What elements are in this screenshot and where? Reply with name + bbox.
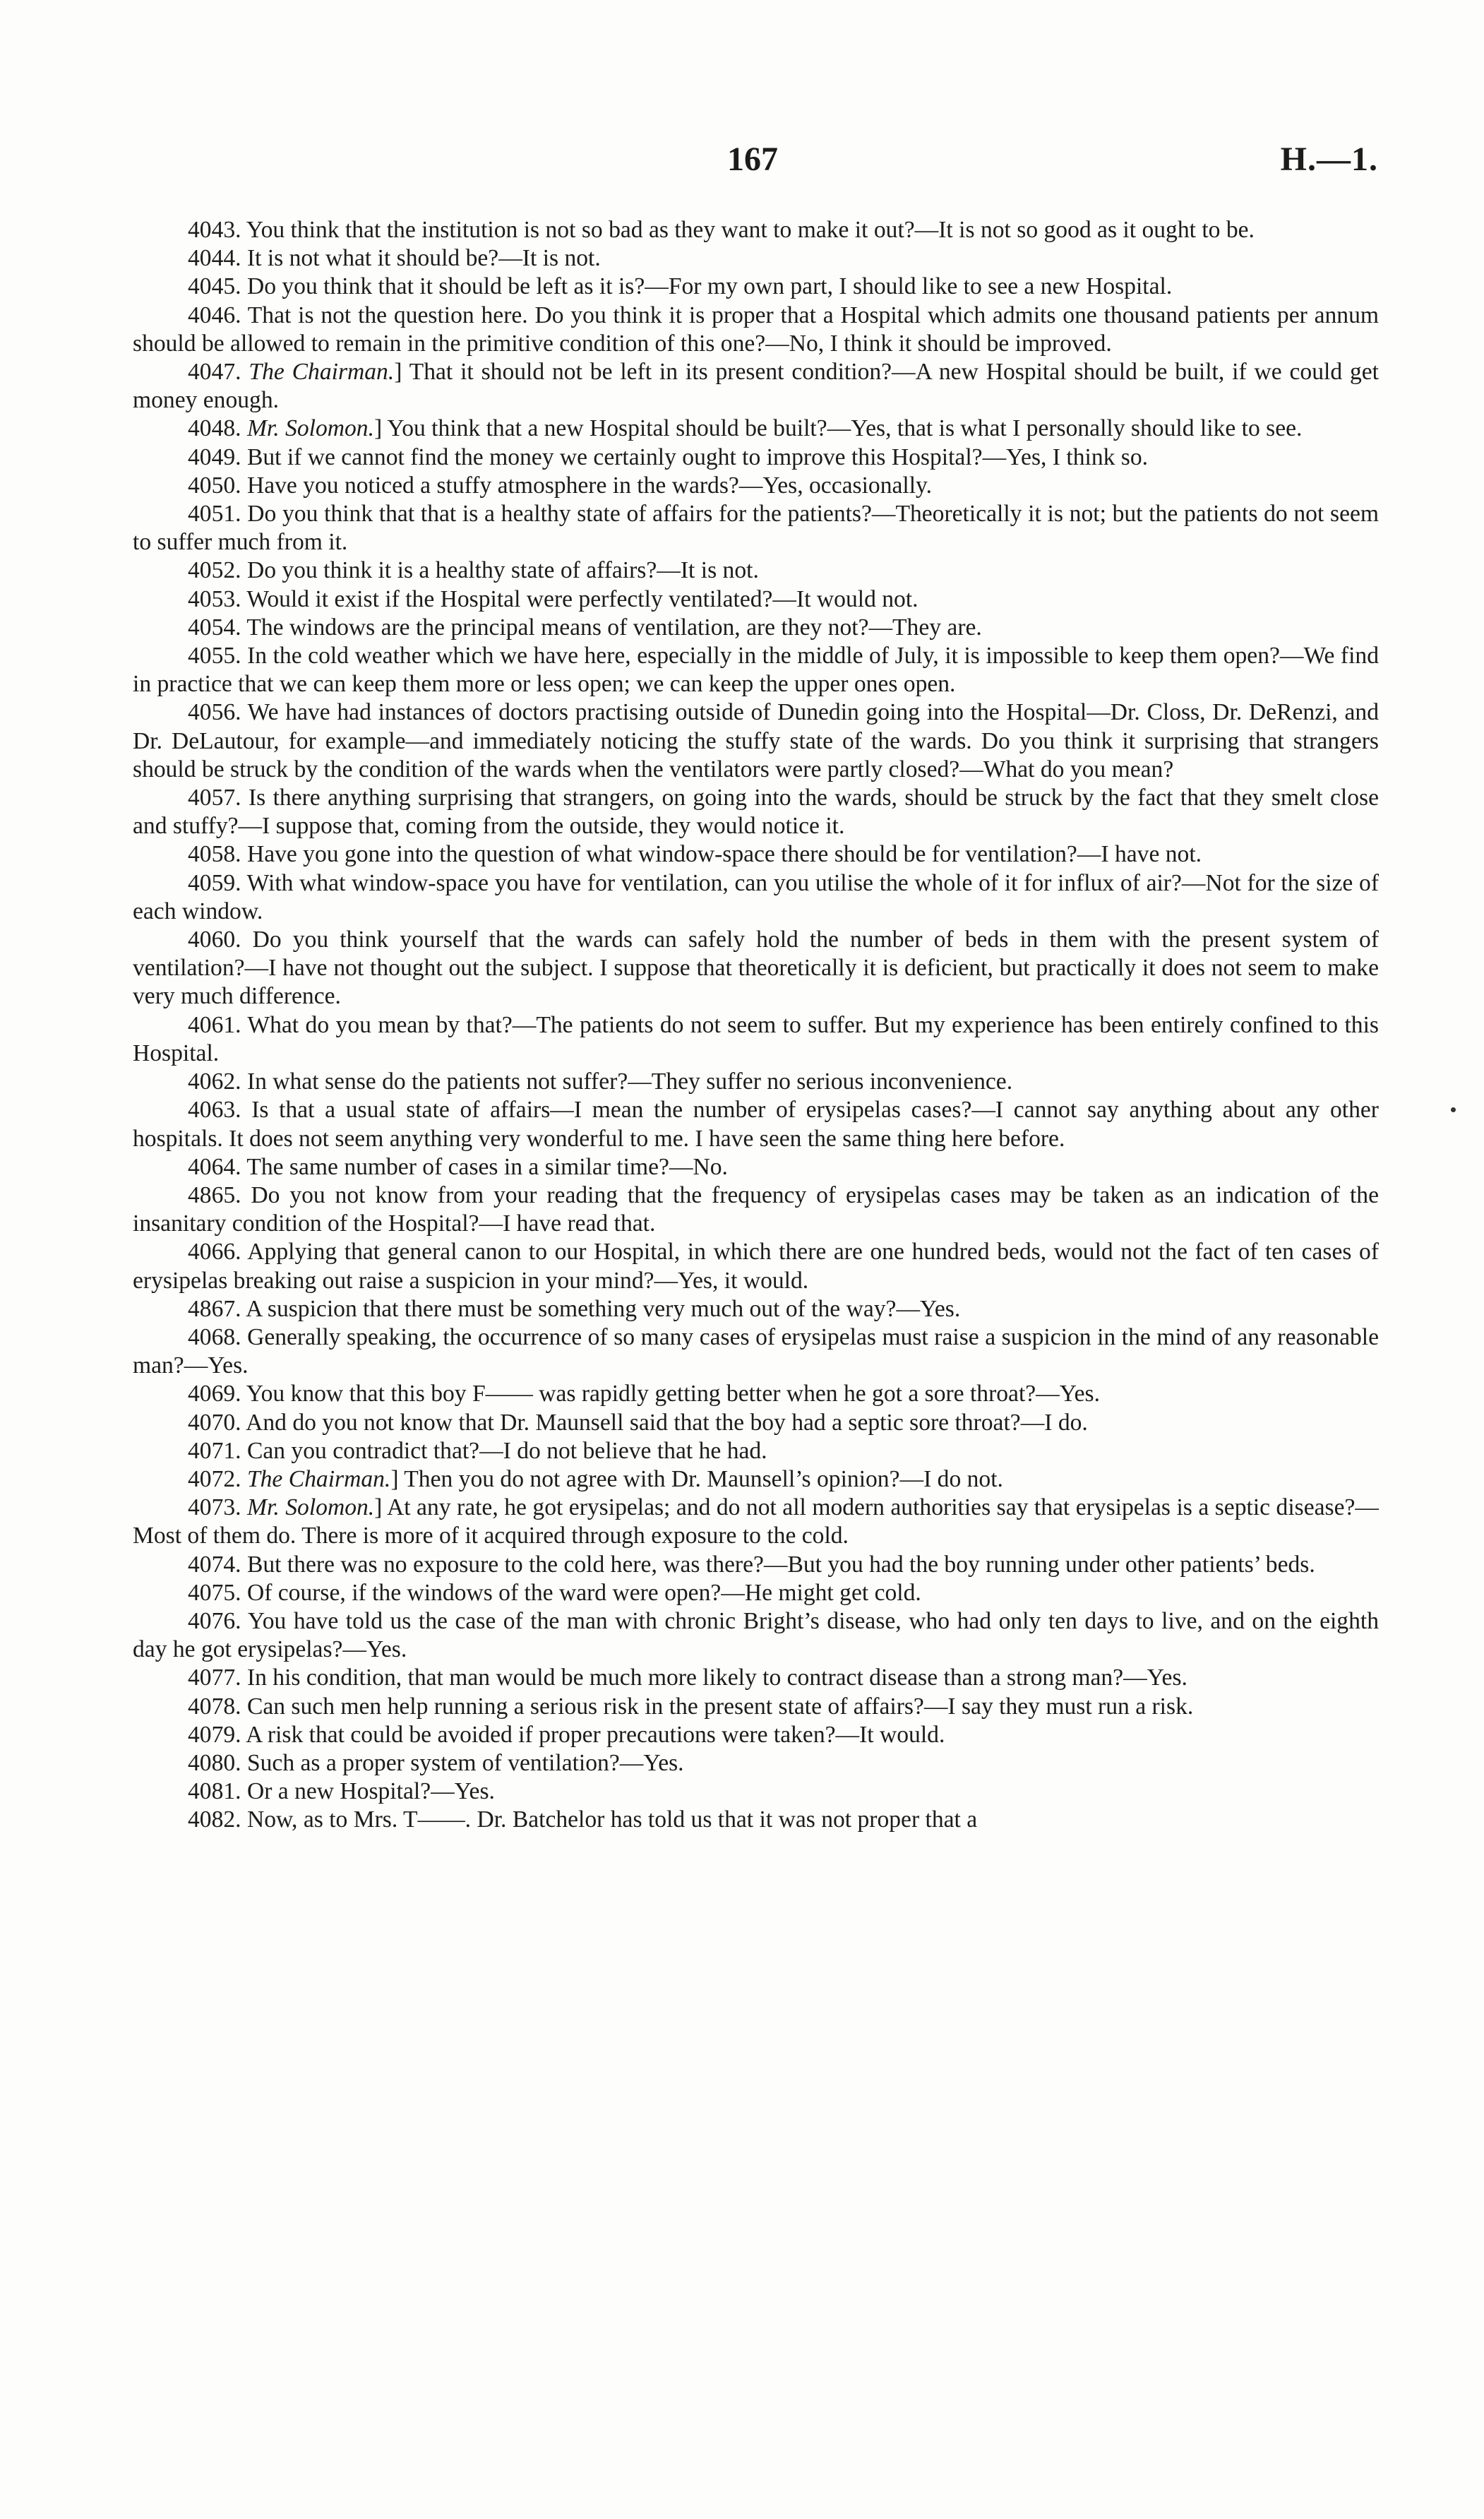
paragraph-text: 4064. The same number of cases in a similar time?—No.: [188, 1153, 728, 1180]
paragraph-text: 4068. Generally speaking, the occurrence of so many cases of erysipelas must raise a suspicion in the mind of any reasonable man?—Yes.: [133, 1323, 1379, 1379]
testimony-paragraph: [133, 1409, 1379, 1437]
paragraph-text: 4045. Do you think that it should be left as it is?—For my own part, I should like to see a new Hospital.: [188, 273, 1173, 300]
paragraph-text: 4054. The windows are the principal means of ventilation, are they not?—They are.: [188, 614, 982, 641]
document-body: [133, 216, 1379, 1835]
testimony-paragraph: [133, 1607, 1379, 1664]
testimony-paragraph: [133, 585, 1379, 614]
page-header: [0, 140, 1484, 189]
testimony-paragraph: [133, 869, 1379, 926]
paragraph-text: 4062. In what sense do the patients not suffer?—They suffer no serious inconvenience.: [188, 1068, 1013, 1095]
question-number: 4072.: [188, 1465, 247, 1492]
testimony-paragraph: [133, 642, 1379, 698]
testimony-paragraph: [133, 1153, 1379, 1181]
paragraph-text: ] At any rate, he got erysipelas; and do not all modern authorities say that erysipelas is a septic disease?—Most of them do. There is more of it acquired through exposure to the cold.: [133, 1494, 1379, 1549]
paragraph-text: 4081. Or a new Hospital?—Yes.: [188, 1778, 495, 1805]
paragraph-text: 4059. With what window-space you have for ventilation, can you utilise the whole of it for influx of air?—Not for the size of each window.: [133, 869, 1379, 924]
testimony-paragraph: [133, 1437, 1379, 1465]
paragraph-text: 4050. Have you noticed a stuffy atmosphere in the wards?—Yes, occasionally.: [188, 472, 933, 499]
testimony-paragraph: [133, 926, 1379, 1011]
question-number: 4047.: [188, 359, 249, 386]
testimony-paragraph: [133, 556, 1379, 585]
testimony-paragraph: [133, 1323, 1379, 1380]
testimony-paragraph: [133, 1777, 1379, 1806]
paragraph-text: ] That it should not be left in its present condition?—A new Hospital should be built, if we could get money enough.: [133, 359, 1379, 414]
paragraph-text: 4077. In his condition, that man would be much more likely to contract disease than a strong man?—Yes.: [188, 1665, 1187, 1691]
paragraph-text: 4075. Of course, if the windows of the ward were open?—He might get cold.: [188, 1579, 921, 1606]
paragraph-text: 4070. And do you not know that Dr. Maunsell said that the boy had a septic sore throat?—I do.: [188, 1409, 1088, 1436]
testimony-paragraph: [133, 1693, 1379, 1721]
paragraph-text: 4071. Can you contradict that?—I do not believe that he had.: [188, 1437, 767, 1464]
paragraph-text: 4063. Is that a usual state of affairs—I mean the number of erysipelas cases?—I cannot say anything about any other hospitals. It does not seem anything very wonderful to me. I have seen the same thing here before.: [133, 1097, 1379, 1152]
paragraph-text: 4061. What do you mean by that?—The patients do not seem to suffer. But my experience has been entirely confined to this Hospital.: [133, 1011, 1379, 1066]
paragraph-text: 4051. Do you think that that is a healthy state of affairs for the patients?—Theoretically it is not; but the patients do not seem to suffer much from it.: [133, 501, 1379, 556]
paragraph-text: 4076. You have told us the case of the man with chronic Bright’s disease, who had only ten days to live, and on the eighth day he got erysipelas?—Yes.: [133, 1607, 1379, 1663]
paragraph-text: ] You think that a new Hospital should be built?—Yes, that is what I personally should like to see.: [373, 415, 1303, 442]
testimony-paragraph: [133, 244, 1379, 273]
document-reference: H.—1.: [1280, 141, 1378, 178]
testimony-paragraph: [133, 1380, 1379, 1408]
testimony-paragraph: [133, 698, 1379, 784]
paragraph-text: 4057. Is there anything surprising that strangers, on going into the wards, should be struck by the fact that they smelt close and stuffy?—I suppose that, coming from the outside, they would notice it.: [133, 785, 1379, 840]
paragraph-text: 4060. Do you think yourself that the wards can safely hold the number of beds in them with the present system of ventilation?—I have not thought out the subject. I suppose that theoretically it is deficient, but practically it does not seem to make very much difference.: [133, 927, 1379, 1010]
speaker-name: Mr. Solomon.: [246, 415, 374, 442]
paragraph-text: 4049. But if we cannot find the money we certainly ought to improve this Hospital?—Yes, I think so.: [188, 443, 1149, 470]
testimony-paragraph: [133, 1806, 1379, 1834]
testimony-paragraph: [133, 273, 1379, 301]
testimony-paragraph: [133, 1238, 1379, 1294]
testimony-paragraph: [133, 1494, 1379, 1550]
paragraph-text: 4052. Do you think it is a healthy state of affairs?—It is not.: [188, 557, 759, 584]
testimony-paragraph: [133, 216, 1379, 244]
testimony-paragraph: [133, 472, 1379, 500]
paragraph-text: 4058. Have you gone into the question of what window-space there should be for ventilation?—I have not.: [188, 841, 1202, 868]
paragraph-text: 4046. That is not the question here. Do you think it is proper that a Hospital which admits one thousand patients per annum should be allowed to remain in the primitive condition of this one?—No, I think it should be improved.: [133, 302, 1379, 357]
testimony-paragraph: [133, 614, 1379, 642]
margin-speck: [1451, 1107, 1456, 1112]
paragraph-text: 4053. Would it exist if the Hospital were perfectly ventilated?—It would not.: [188, 585, 918, 612]
testimony-paragraph: [133, 1551, 1379, 1579]
testimony-paragraph: [133, 1011, 1379, 1068]
paragraph-text: 4055. In the cold weather which we have here, especially in the middle of July, it is impossible to keep them open?—We find in practice that we can keep them more or less open; we can keep the upper ones open.: [133, 643, 1379, 698]
paragraph-text: 4082. Now, as to Mrs. T——. Dr. Batchelor has told us that it was not proper that a: [188, 1806, 978, 1833]
paragraph-text: 4078. Can such men help running a serious risk in the present state of affairs?—I say they must run a risk.: [188, 1693, 1194, 1720]
question-number: 4073.: [188, 1494, 248, 1521]
testimony-paragraph: [133, 784, 1379, 840]
paragraph-text: 4074. But there was no exposure to the cold here, was there?—But you had the boy running under other patients’ beds.: [188, 1551, 1315, 1578]
testimony-paragraph: [133, 443, 1379, 472]
speaker-name: The Chairman.: [249, 359, 395, 386]
testimony-paragraph: [133, 1721, 1379, 1749]
paragraph-text: 4865. Do you not know from your reading that the frequency of erysipelas cases may be taken as an indication of the insanitary condition of the Hospital?—I have read that.: [133, 1181, 1379, 1237]
testimony-paragraph: [133, 1181, 1379, 1238]
testimony-paragraph: [133, 1068, 1379, 1096]
testimony-paragraph: [133, 1749, 1379, 1777]
testimony-paragraph: [133, 840, 1379, 869]
testimony-paragraph: [133, 500, 1379, 556]
testimony-paragraph: [133, 1664, 1379, 1692]
paragraph-text: 4044. It is not what it should be?—It is not.: [188, 245, 601, 272]
paragraph-text: 4867. A suspicion that there must be something very much out of the way?—Yes.: [188, 1295, 961, 1322]
testimony-paragraph: [133, 1579, 1379, 1607]
question-number: 4048.: [188, 415, 247, 442]
paragraph-text: 4043. You think that the institution is not so bad as they want to make it out?—It is not so good as it ought to be.: [188, 217, 1255, 243]
paragraph-text: 4066. Applying that general canon to our Hospital, in which there are one hundred beds, would not the fact of ten cases of erysipelas breaking out raise a suspicion in your mind?—Yes, it would.: [133, 1239, 1379, 1294]
testimony-paragraph: [133, 302, 1379, 358]
paragraph-text: ] Then you do not agree with Dr. Maunsell’s opinion?—I do not.: [390, 1465, 1003, 1492]
testimony-paragraph: [133, 1295, 1379, 1323]
page-number: 167: [727, 141, 778, 178]
paragraph-text: 4056. We have had instances of doctors practising outside of Dunedin going into the Hospital—Dr. Closs, Dr. DeRenzi, and Dr. DeLautour, for example—and immediately noticing the stuffy state of the wards. Do you think it surprising that strangers should be struck by the condition of the wards when the ventilators were partly closed?—What do you mean?: [133, 699, 1379, 782]
testimony-paragraph: [133, 1096, 1379, 1153]
speaker-name: Mr. Solomon.: [247, 1494, 375, 1521]
testimony-paragraph: [133, 1465, 1379, 1494]
paragraph-text: 4069. You know that this boy F—— was rapidly getting better when he got a sore throat?—Yes.: [188, 1381, 1101, 1407]
testimony-paragraph: [133, 415, 1379, 443]
testimony-paragraph: [133, 358, 1379, 415]
paragraph-text: 4079. A risk that could be avoided if proper precautions were taken?—It would.: [188, 1721, 945, 1748]
paragraph-text: 4080. Such as a proper system of ventilation?—Yes.: [188, 1749, 684, 1776]
speaker-name: The Chairman.: [246, 1465, 391, 1492]
